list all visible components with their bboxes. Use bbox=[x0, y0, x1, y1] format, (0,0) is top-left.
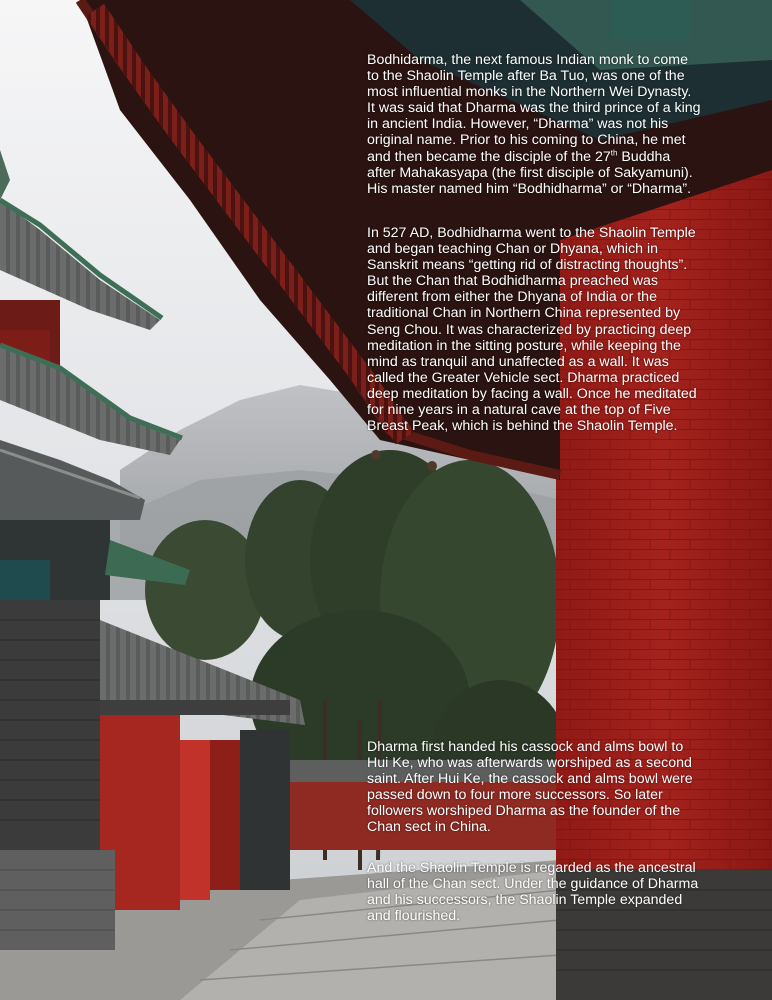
paragraph-1-text-after: Buddha after Mahakasyapa (the first disciple of Sakyamuni). His master named him “Bodhidharma” or “Dharma”. bbox=[367, 148, 693, 197]
paragraph-1-text-before: Bodhidarma, the next famous Indian monk to come to the Shaolin Temple after Ba Tuo, was one of the most influential monks in the Northern Wei Dynasty. It was said that Dharma was the third prince of a king in ancient India. However, “Dharma” was not his original name. Prior to his coming to China, he met and then became the disciple of the 27 bbox=[367, 52, 701, 165]
superscript-ordinal: th bbox=[610, 147, 618, 157]
paragraph-2-text: In 527 AD, Bodhidharma went to the Shaolin Temple and began teaching Chan or Dhyana, which in Sanskrit means “getting rid of distracting thoughts”. But the Chan that Bodhidharma preached was different from either the Dhyana of India or the traditional Chan in Northern China represented by Seng Chou. It was characterized by practicing deep meditation in the sitting posture, while keeping the mind as tranquil and unaffected as a wall. It was called the Greater Vehicle sect. Dharma practiced deep meditation by facing a wall. Once he meditated for nine years in a natural cave at the top of Five Breast Peak, which is behind the Shaolin Temple. bbox=[367, 225, 697, 435]
paragraph-bodhidharma-origin bbox=[367, 52, 737, 197]
paragraph-ancestral-hall bbox=[367, 860, 737, 924]
paragraph-cassock-succession bbox=[367, 739, 737, 836]
paragraph-chan-teaching bbox=[367, 225, 737, 434]
paragraph-4-text: And the Shaolin Temple is regarded as the ancestral hall of the Chan sect. Under the guidance of Dharma and his successors, the Shaolin Temple expanded and flourished. bbox=[367, 860, 699, 925]
paragraph-3-text: Dharma first handed his cassock and alms bowl to Hui Ke, who was afterwards worshiped as a second saint. After Hui Ke, the cassock and alms bowl were passed down to four more successors. So later followers worshiped Dharma as the founder of the Chan sect in China. bbox=[367, 739, 693, 836]
